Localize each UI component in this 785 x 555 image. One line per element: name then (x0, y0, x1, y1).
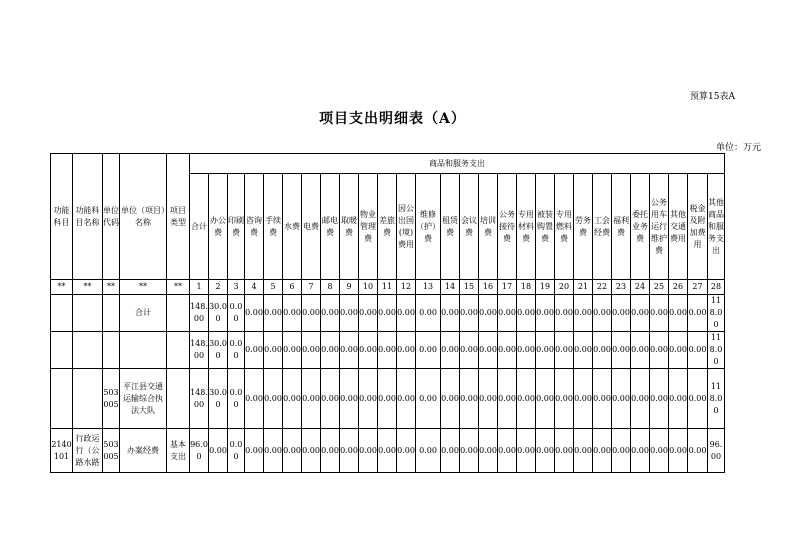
value-cell: 0.00 (228, 429, 245, 473)
cell-proj-type (167, 295, 190, 332)
value-cell: 0.00 (321, 429, 340, 473)
value-cell: 118.00 (708, 332, 725, 369)
header-col: 专用燃料费 (555, 174, 574, 280)
value-cell: 30.00 (209, 369, 228, 429)
cell-unit-code: 503005 (103, 369, 120, 429)
cell-proj-type (167, 332, 190, 369)
value-cell: 0.00 (612, 369, 631, 429)
value-cell: 0.00 (536, 429, 555, 473)
value-cell: 0.00 (340, 369, 359, 429)
header-col: 维修（护）费 (416, 174, 441, 280)
cell-unit-code (103, 332, 120, 369)
value-cell: 0.00 (460, 429, 479, 473)
cell-func-name (73, 332, 103, 369)
column-number: 3 (228, 280, 245, 295)
value-cell: 0.00 (612, 332, 631, 369)
value-cell: 0.00 (650, 295, 669, 332)
header-col: 因公出国(境)费用 (397, 174, 416, 280)
value-cell: 0.00 (416, 369, 441, 429)
column-number: 7 (302, 280, 321, 295)
value-cell: 0.00 (283, 429, 302, 473)
value-cell: 0.00 (283, 295, 302, 332)
table-row (51, 332, 744, 369)
header-col: 税金及附加费用 (688, 174, 708, 280)
value-cell: 0.00 (479, 295, 498, 332)
value-cell: 30.00 (209, 295, 228, 332)
header-col: 手续费 (264, 174, 283, 280)
value-cell: 0.00 (688, 429, 708, 473)
value-cell: 0.00 (441, 295, 460, 332)
cell-unit-code (103, 295, 120, 332)
page-title: 项目支出明细表（A） (319, 111, 466, 127)
value-cell: 30.00 (209, 332, 228, 369)
value-cell: 0.00 (441, 332, 460, 369)
value-cell: 0.00 (340, 429, 359, 473)
value-cell: 0.00 (245, 332, 264, 369)
header-col: 劳务费 (574, 174, 593, 280)
value-cell: 0.00 (498, 332, 517, 369)
value-cell: 0.00 (479, 429, 498, 473)
value-cell: 0.00 (397, 295, 416, 332)
cell-unit-name: 平江县交通运输综合执法大队 (120, 369, 167, 429)
column-number: 22 (593, 280, 612, 295)
value-cell: 0.00 (302, 369, 321, 429)
value-cell: 0.00 (517, 295, 536, 332)
value-cell: 0.00 (669, 332, 688, 369)
value-cell: 0.00 (460, 332, 479, 369)
column-number: 24 (631, 280, 650, 295)
value-cell: 0.00 (340, 295, 359, 332)
column-number: 17 (498, 280, 517, 295)
value-cell: 0.00 (283, 369, 302, 429)
star-cell: ** (103, 280, 120, 295)
column-number: 14 (441, 280, 460, 295)
value-cell: 0.00 (593, 332, 612, 369)
value-cell: 0.00 (631, 429, 650, 473)
value-cell: 0.00 (302, 332, 321, 369)
column-number: 18 (517, 280, 536, 295)
value-cell: 118.00 (708, 295, 725, 332)
value-cell: 148.00 (190, 332, 209, 369)
header-col: 邮电费 (321, 174, 340, 280)
value-cell: 0.00 (228, 369, 245, 429)
value-cell: 148.00 (190, 295, 209, 332)
value-cell: 0.00 (555, 332, 574, 369)
value-cell: 0.00 (669, 429, 688, 473)
header-col: 取暖费 (340, 174, 359, 280)
value-cell: 0.00 (340, 332, 359, 369)
value-cell: 0.00 (498, 429, 517, 473)
value-cell: 0.00 (378, 429, 397, 473)
header-unit-code: 单位代码 (103, 154, 120, 280)
value-cell: 0.00 (574, 295, 593, 332)
value-cell: 0.00 (359, 429, 378, 473)
column-number: 2 (209, 280, 228, 295)
value-cell: 0.00 (378, 332, 397, 369)
value-cell: 0.00 (688, 369, 708, 429)
value-cell: 0.00 (460, 295, 479, 332)
value-cell: 0.00 (574, 429, 593, 473)
header-col: 公务接待费 (498, 174, 517, 280)
column-number: 23 (612, 280, 631, 295)
table-row (51, 369, 744, 429)
value-cell: 0.00 (555, 295, 574, 332)
cell-unit-name: 办案经费 (120, 429, 167, 473)
header-col: 差旅费 (378, 174, 397, 280)
column-number: 6 (283, 280, 302, 295)
header-col: 租赁费 (441, 174, 460, 280)
expenditure-table (50, 153, 744, 473)
value-cell: 0.00 (669, 295, 688, 332)
value-cell: 0.00 (321, 369, 340, 429)
value-cell: 0.00 (359, 369, 378, 429)
column-number: 10 (359, 280, 378, 295)
value-cell: 0.00 (209, 429, 228, 473)
column-number: 11 (378, 280, 397, 295)
column-number: 19 (536, 280, 555, 295)
cell-func-code (51, 295, 73, 332)
header-col: 其他交通费用 (669, 174, 688, 280)
value-cell: 96.00 (708, 429, 725, 473)
cell-func-name (73, 369, 103, 429)
header-col: 专用材料费 (517, 174, 536, 280)
value-cell: 0.00 (650, 369, 669, 429)
value-cell: 0.00 (593, 295, 612, 332)
value-cell: 0.00 (555, 429, 574, 473)
header-unit-name: 单位（项目）名称 (120, 154, 167, 280)
value-cell: 0.00 (264, 295, 283, 332)
value-cell: 0.00 (283, 332, 302, 369)
value-cell: 0.00 (416, 332, 441, 369)
value-cell: 0.00 (517, 429, 536, 473)
column-number: 1 (190, 280, 209, 295)
cell-proj-type (167, 369, 190, 429)
cell-func-name: 行政运行（公路水路 (73, 429, 103, 473)
column-number: 13 (416, 280, 441, 295)
cell-proj-type: 基本支出 (167, 429, 190, 473)
value-cell: 0.00 (574, 332, 593, 369)
value-cell: 0.00 (650, 332, 669, 369)
header-col: 被装购置费 (536, 174, 555, 280)
value-cell: 0.00 (228, 295, 245, 332)
value-cell: 148.00 (190, 369, 209, 429)
header-col: 合计 (190, 174, 209, 280)
header-col: 公务用车运行维护费 (650, 174, 669, 280)
value-cell: 0.00 (498, 369, 517, 429)
value-cell: 0.00 (302, 295, 321, 332)
value-cell: 0.00 (245, 295, 264, 332)
table-row (51, 295, 744, 332)
value-cell: 0.00 (612, 295, 631, 332)
value-cell: 0.00 (631, 369, 650, 429)
cell-unit-name: 合计 (120, 295, 167, 332)
value-cell: 0.00 (359, 332, 378, 369)
cell-func-code: 2140101 (51, 429, 73, 473)
table-code: 预算15表A (690, 92, 735, 102)
star-cell: ** (51, 280, 73, 295)
header-col: 电费 (302, 174, 321, 280)
value-cell: 0.00 (245, 429, 264, 473)
value-cell: 0.00 (264, 332, 283, 369)
value-cell: 0.00 (441, 429, 460, 473)
column-number: 25 (650, 280, 669, 295)
column-number: 5 (264, 280, 283, 295)
value-cell: 0.00 (416, 429, 441, 473)
column-number: 8 (321, 280, 340, 295)
header-func-code: 功能科目 (51, 154, 73, 280)
value-cell: 0.00 (688, 332, 708, 369)
value-cell: 0.00 (574, 369, 593, 429)
value-cell: 0.00 (359, 295, 378, 332)
value-cell: 0.00 (264, 369, 283, 429)
star-cell: ** (167, 280, 190, 295)
value-cell: 96.00 (190, 429, 209, 473)
value-cell: 0.00 (612, 429, 631, 473)
value-cell: 0.00 (378, 295, 397, 332)
value-cell: 0.00 (536, 295, 555, 332)
value-cell: 0.00 (555, 369, 574, 429)
value-cell: 0.00 (517, 332, 536, 369)
header-col: 咨询费 (245, 174, 264, 280)
value-cell: 0.00 (688, 295, 708, 332)
table-row (51, 429, 744, 473)
header-proj-type: 项目类型 (167, 154, 190, 280)
value-cell: 0.00 (228, 332, 245, 369)
column-number: 26 (669, 280, 688, 295)
unit-label: 单位：万元 (715, 143, 761, 153)
value-cell: 0.00 (321, 332, 340, 369)
header-col: 培训费 (479, 174, 498, 280)
column-number: 16 (479, 280, 498, 295)
value-cell: 0.00 (397, 332, 416, 369)
cell-func-code (51, 332, 73, 369)
value-cell: 0.00 (460, 369, 479, 429)
cell-unit-code: 503005 (103, 429, 120, 473)
column-number: 21 (574, 280, 593, 295)
cell-func-code (51, 369, 73, 429)
column-number: 15 (460, 280, 479, 295)
value-cell: 0.00 (536, 369, 555, 429)
header-col: 其他商品和服务支出 (708, 174, 725, 280)
value-cell: 0.00 (302, 429, 321, 473)
value-cell: 0.00 (517, 369, 536, 429)
column-number: 27 (688, 280, 708, 295)
header-col: 会议费 (460, 174, 479, 280)
value-cell: 0.00 (479, 369, 498, 429)
header-group: 商品和服务支出 (190, 154, 725, 174)
header-col: 办公费 (209, 174, 228, 280)
cell-unit-name (120, 332, 167, 369)
header-func-name: 功能科目名称 (73, 154, 103, 280)
value-cell: 0.00 (650, 429, 669, 473)
header-col: 委托业务费 (631, 174, 650, 280)
value-cell: 0.00 (498, 295, 517, 332)
header-col: 印刷费 (228, 174, 245, 280)
value-cell: 0.00 (264, 429, 283, 473)
value-cell: 0.00 (397, 429, 416, 473)
value-cell: 0.00 (441, 369, 460, 429)
header-col: 福利费 (612, 174, 631, 280)
header-col: 物业管理费 (359, 174, 378, 280)
value-cell: 0.00 (593, 429, 612, 473)
value-cell: 0.00 (397, 369, 416, 429)
value-cell: 0.00 (321, 295, 340, 332)
cell-func-name (73, 295, 103, 332)
value-cell: 0.00 (536, 332, 555, 369)
value-cell: 0.00 (245, 369, 264, 429)
column-number: 20 (555, 280, 574, 295)
value-cell: 118.00 (708, 369, 725, 429)
header-col: 水费 (283, 174, 302, 280)
value-cell: 0.00 (631, 332, 650, 369)
value-cell: 0.00 (479, 332, 498, 369)
column-number: 12 (397, 280, 416, 295)
value-cell: 0.00 (669, 369, 688, 429)
column-number: 4 (245, 280, 264, 295)
value-cell: 0.00 (593, 369, 612, 429)
value-cell: 0.00 (416, 295, 441, 332)
header-col: 工会经费 (593, 174, 612, 280)
star-cell: ** (120, 280, 167, 295)
value-cell: 0.00 (378, 369, 397, 429)
value-cell: 0.00 (631, 295, 650, 332)
column-number: 28 (708, 280, 725, 295)
star-cell: ** (73, 280, 103, 295)
column-number: 9 (340, 280, 359, 295)
